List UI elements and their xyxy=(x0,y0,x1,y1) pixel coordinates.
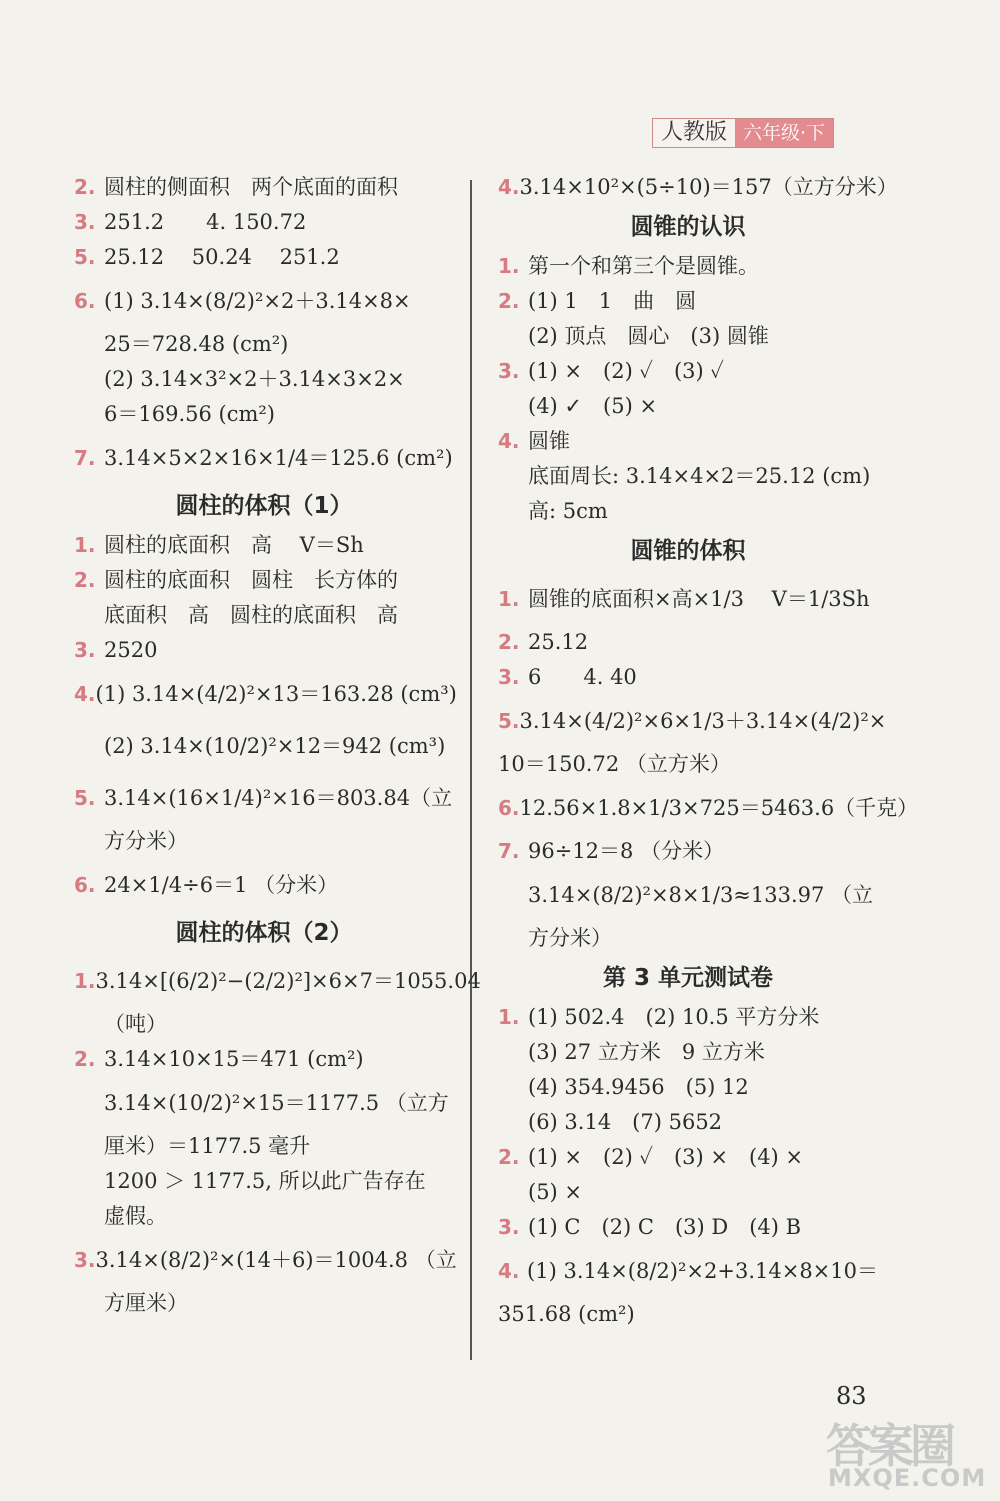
answer-text: (2) 3.14×(10/2)²×12＝942 (cm³) xyxy=(104,734,446,758)
question-number: 4. xyxy=(498,175,520,199)
section-title: 圆柱的体积（2） xyxy=(175,920,353,946)
answer-line xyxy=(74,362,454,397)
answer-line xyxy=(498,747,878,782)
answer-text: 虚假。 xyxy=(104,1204,167,1228)
question-number: 6. xyxy=(74,873,96,897)
left-column xyxy=(74,170,481,1321)
question-number: 6. xyxy=(74,289,96,313)
answer-text: (2) 3.14×3²×2＋3.14×3×2× xyxy=(104,367,405,391)
section-title: 圆锥的认识 xyxy=(630,214,746,240)
question-number: 1. xyxy=(74,969,96,993)
question-number: 5. xyxy=(74,786,96,810)
answer-text: 351.68 (cm²) xyxy=(498,1302,635,1326)
answer-text: 12.56×1.8×1/3×725＝5463.6（千克） xyxy=(519,796,919,820)
answer-line xyxy=(498,389,878,424)
answer-line xyxy=(498,494,878,529)
answer-line xyxy=(74,170,454,205)
answer-text: (1) C (2) C (3) D (4) B xyxy=(528,1215,802,1239)
question-number: 2. xyxy=(74,1047,96,1071)
question-number: 5. xyxy=(74,245,96,269)
question-number: 3. xyxy=(74,210,96,234)
answer-text: 3.14×(8/2)²×8×1/3≈133.97 （立 xyxy=(528,883,874,907)
answer-line xyxy=(74,528,454,563)
answer-text: (1) × (2) ✓ (3) ✓ xyxy=(528,359,724,383)
answer-line xyxy=(74,1164,454,1199)
page-number: 83 xyxy=(836,1382,867,1410)
question-number: 7. xyxy=(498,839,520,863)
answer-text: (4) ✓ (5) × xyxy=(528,394,658,418)
watermark-text: MXQE.COM xyxy=(828,1464,987,1492)
answer-text: 6＝169.56 (cm²) xyxy=(104,402,275,426)
question-number: 1. xyxy=(498,254,520,278)
answer-text: (1) 1 1 曲 圆 xyxy=(528,289,697,313)
question-number: 1. xyxy=(498,1005,520,1029)
answer-text: 24×1/4÷6＝1 （分米） xyxy=(104,873,339,897)
answer-line xyxy=(498,1175,878,1210)
answer-text: （吨） xyxy=(104,1012,167,1036)
question-number: 4. xyxy=(498,429,520,453)
question-number: 3. xyxy=(498,1215,520,1239)
answer-line xyxy=(498,834,878,869)
question-number: 3. xyxy=(74,1248,96,1272)
section-title: 圆锥的体积 xyxy=(630,538,746,564)
answer-line xyxy=(74,205,454,240)
answer-line xyxy=(498,170,898,205)
answer-line xyxy=(74,397,454,432)
answer-line xyxy=(498,1105,878,1140)
answer-line xyxy=(74,563,454,598)
answer-line xyxy=(498,1000,878,1035)
answer-line xyxy=(74,327,454,362)
question-number: 7. xyxy=(74,446,96,470)
answer-line xyxy=(74,859,454,911)
answer-line xyxy=(74,720,454,772)
answer-text: 3.14×(8/2)²×(14＋6)＝1004.8 （立 xyxy=(95,1248,457,1272)
question-number: 6. xyxy=(498,796,520,820)
answer-text: 3.14×(16×1/4)²×16＝803.84（立 xyxy=(104,786,453,810)
question-number: 2. xyxy=(74,175,96,199)
question-number: 1. xyxy=(74,533,96,557)
answer-line xyxy=(498,573,878,625)
answer-text: 3.14×5×2×16×1/4＝125.6 (cm²) xyxy=(104,446,453,470)
answer-text: 圆柱的侧面积 两个底面的面积 xyxy=(104,175,398,199)
answer-text: 3.14×10²×(5÷10)＝157（立方分米） xyxy=(519,175,898,199)
answer-text: (1) 502.4 (2) 10.5 平方分米 xyxy=(528,1005,820,1029)
answer-line xyxy=(74,240,454,275)
question-number: 3. xyxy=(74,638,96,662)
answer-line xyxy=(74,824,454,859)
grade-label: 六年级·下 xyxy=(735,119,833,147)
answer-text: 底面周长: 3.14×4×2＝25.12 (cm) xyxy=(528,464,871,488)
question-number: 3. xyxy=(498,665,520,689)
answer-text: 25.12 50.24 251.2 xyxy=(104,245,340,269)
answer-text: 6 4. 40 xyxy=(528,665,637,689)
section-title: 第 3 单元测试卷 xyxy=(602,965,774,991)
answer-line xyxy=(74,955,481,1007)
question-number: 4. xyxy=(498,1259,520,1283)
answer-text: 底面积 高 圆柱的底面积 高 xyxy=(104,603,398,627)
answer-text: 方分米） xyxy=(104,829,188,853)
answer-text: 方分米） xyxy=(528,926,612,950)
answer-line xyxy=(498,424,878,459)
answer-text: (5) × xyxy=(528,1180,583,1204)
answer-text: 3.14×(10/2)²×15＝1177.5 （立方 xyxy=(104,1091,449,1115)
answer-line xyxy=(74,1077,454,1129)
answer-text: (3) 27 立方米 9 立方米 xyxy=(528,1040,765,1064)
watermark-icon: 答案圈 xyxy=(826,1419,952,1473)
column-divider xyxy=(470,180,472,1360)
answer-text: 1200 ＞ 1177.5, 所以此广告存在 xyxy=(104,1169,426,1193)
answer-line xyxy=(498,1210,878,1245)
answer-text: 圆柱的底面积 圆柱 长方体的 xyxy=(104,568,398,592)
answer-line xyxy=(74,1234,457,1286)
answer-text: (1) 3.14×(4/2)²×13＝163.28 (cm³) xyxy=(95,682,457,706)
answer-line xyxy=(74,633,454,668)
answer-line xyxy=(498,782,919,834)
question-number: 4. xyxy=(74,682,96,706)
answer-text: 3.14×[(6/2)²−(2/2)²]×6×7＝1055.04 xyxy=(95,969,481,993)
answer-line xyxy=(498,1140,878,1175)
answer-line xyxy=(498,625,878,660)
answer-line xyxy=(498,284,878,319)
question-number: 2. xyxy=(498,630,520,654)
answer-text: 25＝728.48 (cm²) xyxy=(104,332,289,356)
answer-line xyxy=(74,1042,454,1077)
answer-line xyxy=(74,1286,454,1321)
answer-text: 圆锥的底面积×高×1/3 V＝1/3Sh xyxy=(528,587,870,611)
edition-header xyxy=(652,118,834,148)
answer-text: (1) 3.14×(8/2)²×2＋3.14×8× xyxy=(104,289,411,313)
answer-text: 高: 5cm xyxy=(528,499,608,523)
answer-text: 方厘米） xyxy=(104,1291,188,1315)
answer-text: 3.14×(4/2)²×6×1/3＋3.14×(4/2)²× xyxy=(519,709,887,733)
answer-line xyxy=(74,598,454,633)
answer-line xyxy=(498,869,878,921)
answer-line xyxy=(498,1070,878,1105)
answer-text: 96÷12＝8 （分米） xyxy=(528,839,725,863)
question-number: 2. xyxy=(498,1145,520,1169)
answer-text: 25.12 xyxy=(528,630,589,654)
answer-line xyxy=(74,432,454,484)
answer-line xyxy=(498,1035,878,1070)
answer-text: (6) 3.14 (7) 5652 xyxy=(528,1110,723,1134)
answer-line xyxy=(498,319,878,354)
answer-line xyxy=(498,660,878,695)
question-number: 3. xyxy=(498,359,520,383)
answer-text: 251.2 4. 150.72 xyxy=(104,210,307,234)
answer-text: 3.14×10×15＝471 (cm²) xyxy=(104,1047,364,1071)
answer-line xyxy=(498,249,878,284)
answer-text: 圆锥 xyxy=(528,429,570,453)
answer-text: 2520 xyxy=(104,638,158,662)
answer-text: (1) × (2) ✓ (3) × (4) × xyxy=(528,1145,804,1169)
section-title: 圆柱的体积（1） xyxy=(175,493,353,519)
watermark-logo xyxy=(826,1410,996,1494)
edition-label: 人教版 xyxy=(653,119,735,147)
question-number: 1. xyxy=(498,587,520,611)
question-number: 2. xyxy=(74,568,96,592)
answer-line xyxy=(74,275,454,327)
question-number: 2. xyxy=(498,289,520,313)
answer-text: (1) 3.14×(8/2)²×2+3.14×8×10＝ xyxy=(527,1259,878,1283)
answer-line xyxy=(74,1129,454,1164)
answer-line xyxy=(498,459,878,494)
answer-line xyxy=(74,772,454,824)
answer-text: 10＝150.72 （立方米） xyxy=(498,752,731,776)
answer-line xyxy=(498,1245,878,1297)
answer-text: 圆柱的底面积 高 V＝Sh xyxy=(104,533,364,557)
answer-line xyxy=(74,1007,454,1042)
answer-line xyxy=(498,354,878,389)
question-number: 5. xyxy=(498,709,520,733)
answer-line xyxy=(74,668,457,720)
right-column xyxy=(498,170,919,1332)
answer-text: 厘米）＝1177.5 毫升 xyxy=(104,1134,311,1158)
answer-text: 第一个和第三个是圆锥。 xyxy=(528,254,759,278)
answer-line xyxy=(498,921,878,956)
answer-line xyxy=(498,1297,878,1332)
answer-line xyxy=(74,1199,454,1234)
answer-line xyxy=(498,695,887,747)
answer-text: (2) 顶点 圆心 (3) 圆锥 xyxy=(528,324,769,348)
answer-text: (4) 354.9456 (5) 12 xyxy=(528,1075,749,1099)
